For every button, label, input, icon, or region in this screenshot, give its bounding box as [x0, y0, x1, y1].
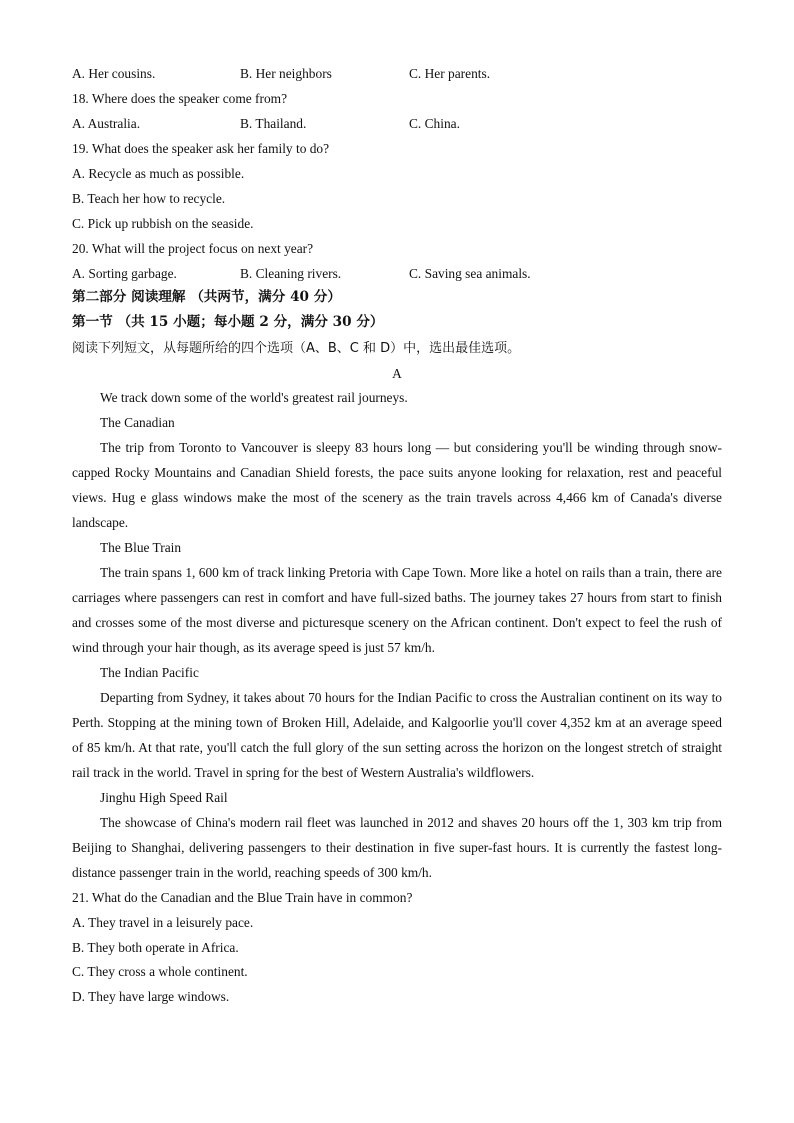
option-a: A. Australia.	[72, 116, 141, 131]
question-18: 18. Where does the speaker come from?	[72, 91, 288, 106]
option-c: C. Her parents.	[409, 66, 491, 81]
q20-options	[72, 265, 531, 282]
q19-option-c: C. Pick up rubbish on the seaside.	[72, 216, 254, 231]
part-2-title: 第二部分 阅读理解 （共两节，满分 40 分）	[72, 289, 341, 305]
section-heading-canadian: The Canadian	[100, 415, 175, 430]
q21-option-d: D. They have large windows.	[72, 989, 230, 1004]
section-text-blue-train: The train spans 1, 600 km of track linking Pretoria with Cape Town. More like a hotel on rails than a train, there are carriages where passengers can rest in comfort and have full-sized baths. The journey takes 27 hours from start to finish and crosses some of the most diverse and picturesque scenery on the African continent. Don't expect to feel the rush of wind through your hair though, as its average speed is just 57 km/h.	[72, 565, 722, 655]
question-21: 21. What do the Canadian and the Blue Train have in common?	[72, 890, 413, 905]
option-b: B. Her neighbors	[240, 66, 332, 81]
section-heading-jinghu: Jinghu High Speed Rail	[100, 790, 228, 805]
section-heading-blue-train: The Blue Train	[100, 540, 182, 555]
option-a: A. Her cousins.	[72, 66, 156, 81]
q17-options	[72, 65, 490, 82]
option-b: B. Cleaning rivers.	[240, 266, 342, 281]
section-text-jinghu: The showcase of China's modern rail fleet was launched in 2012 and shaves 20 hours off the 1, 303 km trip from Beijing to Shanghai, delivering passengers to their destination in five super-fast hours. It is currently the fastest long-distance passenger train in the world, reaching speeds of 300 km/h.	[72, 815, 722, 880]
section-text-canadian: The trip from Toronto to Vancouver is sleepy 83 hours long — but considering you'll be winding through snow-capped Rocky Mountains and Canadian Shield forests, the pace suits anyone looking for relaxation, rest and peaceful views. Hug e glass windows make the most of the scenery as the train travels across 4,466 km of Canada's diverse landscape.	[72, 440, 722, 530]
option-a: A. Sorting garbage.	[72, 266, 177, 281]
passage-label: A	[392, 366, 402, 381]
instructions: 阅读下列短文，从每题所给的四个选项（A、B、C 和 D）中，选出最佳选项。	[72, 341, 521, 356]
q18-options	[72, 115, 460, 132]
section-1-title: 第一节 （共 15 小题；每小题 2 分，满分 30 分）	[72, 314, 384, 330]
option-c: C. Saving sea animals.	[409, 266, 531, 281]
option-b: B. Thailand.	[240, 116, 307, 131]
q21-option-b: B. They both operate in Africa.	[72, 940, 239, 955]
section-heading-indian-pacific: The Indian Pacific	[100, 665, 199, 680]
section-text-indian-pacific: Departing from Sydney, it takes about 70 hours for the Indian Pacific to cross the Australian continent on its way to Perth. Stopping at the mining town of Broken Hill, Adelaide, and Kalgoorlie you'll cover 4,352 km at an average speed of 85 km/h. At that rate, you'll catch the full glory of the sun setting across the horizon on the longest stretch of straight rail track in the world. Travel in spring for the best of Western Australia's wildflowers.	[72, 690, 722, 780]
question-20: 20. What will the project focus on next year?	[72, 241, 314, 256]
q21-option-c: C. They cross a whole continent.	[72, 964, 248, 979]
passage-intro: We track down some of the world's greatest rail journeys.	[100, 390, 408, 405]
option-c: C. China.	[409, 116, 460, 131]
q19-option-a: A. Recycle as much as possible.	[72, 166, 245, 181]
q21-option-a: A. They travel in a leisurely pace.	[72, 915, 254, 930]
q19-option-b: B. Teach her how to recycle.	[72, 191, 226, 206]
question-19: 19. What does the speaker ask her family to do?	[72, 141, 330, 156]
